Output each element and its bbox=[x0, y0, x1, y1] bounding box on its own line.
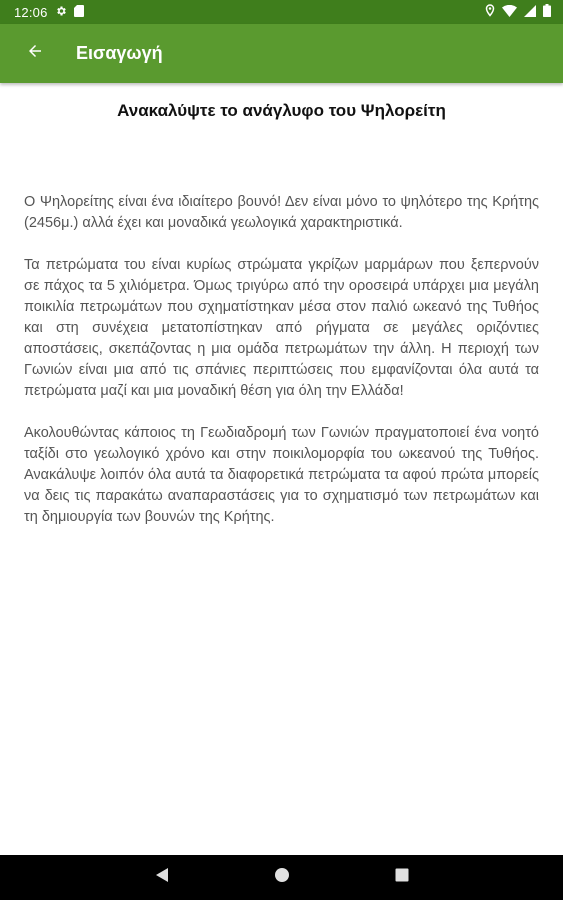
status-right bbox=[485, 4, 551, 20]
back-triangle-icon bbox=[155, 867, 169, 888]
page-heading: Ανακαλύψτε το ανάγλυφο του Ψηλορείτη bbox=[117, 101, 446, 120]
nav-back-button[interactable] bbox=[150, 866, 174, 890]
status-left bbox=[14, 5, 84, 20]
back-button[interactable] bbox=[20, 39, 50, 69]
system-nav-bar bbox=[0, 855, 563, 900]
content-scroll-area[interactable] bbox=[0, 83, 563, 855]
sd-card-icon bbox=[74, 5, 84, 20]
geotrail-paragraph: Ακολουθώντας κάποιος τη Γεωδιαδρομή των Γωνιών πραγματοποιεί ένα νοητό ταξίδι στο γεωλογικό χρόνο και στην ποικιλομορφία του ωκεανού της Τυθήος. Ανακάλυψε λοιπόν όλα αυτά τα διαφορετικά πετρώματα τα αφού πρώτα μπορείς να δεις τις παρακάτω αναπαραστάσεις για το σχηματισμό των πετρωμάτων και τη δημιουργία των βουνών της Κρήτης. bbox=[24, 425, 539, 525]
arrow-back-icon bbox=[26, 42, 44, 65]
home-circle-icon bbox=[274, 867, 290, 888]
location-icon bbox=[485, 4, 495, 20]
battery-icon bbox=[543, 4, 551, 20]
status-bar bbox=[0, 0, 563, 24]
recents-square-icon bbox=[395, 868, 409, 887]
status-time: 12:06 bbox=[14, 4, 48, 20]
intro-paragraph: Ο Ψηλορείτης είναι ένα ιδιαίτερο βουνό! Δεν είναι μόνο το ψηλότερο της Κρήτης (2456μ.) αλλά έχει και μοναδικά γεωλογικά χαρακτηριστικά. bbox=[24, 194, 539, 231]
rocks-paragraph: Τα πετρώματα του είναι κυρίως στρώματα γκρίζων μαρμάρων που ξεπερνούν σε πάχος τα 5 χιλιόμετρα. Όμως τριγύρω από την οροσειρά υπάρχει μια μεγάλη ποικιλία πετρωμάτων που σχηματίστηκαν μέσα στον παλιό ωκεανό της Τυθήος και στη συνέχεια μετατοπίστηκαν από ρήγματα σε μεγάλες οριζόντιες αποστάσεις, σκεπάζοντας η μια ομάδα πετρωμάτων την άλλη. Η περιοχή των Γωνιών είναι μια από τις σπάνιες περιπτώσεις που εμφανίζονται όλα αυτά τα πετρώματα μαζί και μια μοναδική θέση για όλη την Ελλάδα! bbox=[24, 257, 539, 399]
wifi-icon bbox=[502, 5, 517, 20]
cellular-icon bbox=[524, 5, 536, 20]
app-bar bbox=[0, 24, 563, 83]
nav-home-button[interactable] bbox=[270, 866, 294, 890]
app-title: Εισαγωγή bbox=[76, 43, 163, 63]
nav-recents-button[interactable] bbox=[390, 866, 414, 890]
gear-icon bbox=[55, 5, 67, 20]
